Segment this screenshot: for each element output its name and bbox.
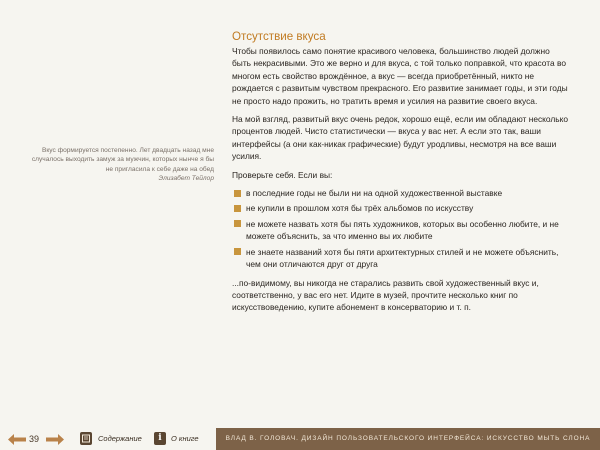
paragraph: Чтобы появилось само понятие красивого человека, большинство людей должно быть некрасивыми. Это же верно и для вкуса, с той только поправкой, что красота во многом есть свойство врождённое, а вкус — всегда приобретённый, никто не рождается с развитым чувством прекрасного. Его развитие занимает годы, и эти годы не просто надо прожить, но тратить время и усилия на развитие своего вкуса. — [232, 46, 568, 106]
section-title: Отсутствие вкуса — [232, 30, 326, 43]
list-item-text: в последние годы не были ни на одной художественной выставке — [246, 188, 503, 199]
paragraph: На мой взгляд, развитый вкус очень редок, хорошо ещё, если им обладают несколько процентов людей. Чисто статистически — вкуса у вас нет. А если это так, ваши интерфейсы (а они как-никак графические) будут уродливы, несмотря на все ваши усилия. — [232, 114, 569, 162]
about-link[interactable]: О книге — [171, 434, 199, 443]
square-bullet-icon — [234, 220, 241, 227]
closing-paragraph: ...по-видимому, вы никогда не старались развить свой художественный вкус и, соответственно, у вас его нет. Идите в музей, прочтите несколько книг по искусствоведению, купите абонемент в консерваторию и т. п. — [232, 277, 539, 313]
paragraph: Проверьте себя. Если вы: — [232, 169, 333, 180]
arrow-left-icon[interactable] — [8, 434, 26, 445]
contents-link[interactable]: Содержание — [98, 434, 142, 443]
square-bullet-icon — [234, 190, 241, 197]
book-title-bar: ВЛАД В. ГОЛОВАЧ. ДИЗАЙН ПОЛЬЗОВАТЕЛЬСКОГО ИНТЕРФЕЙСА: ИСКУССТВО МЫТЬ СЛОНА — [216, 428, 600, 450]
list-item-text: не знаете названий хотя бы пяти архитектурных стилей и не можете объяснить, чем они отличаются друг от друга — [246, 246, 559, 270]
list-item — [232, 187, 570, 199]
list-item — [232, 246, 570, 271]
info-icon[interactable]: i — [154, 432, 166, 445]
sidenote — [24, 146, 214, 184]
list-item — [232, 202, 570, 214]
list-item-text: не можете назвать хотя бы пять художников, которых вы особенно любите, и не можете объяснить, за что именно вы их любите — [246, 218, 559, 242]
footer — [0, 428, 600, 450]
page-number: 39 — [29, 434, 40, 444]
sidenote-author: Элизабет Тейлор — [158, 175, 214, 183]
list-item — [232, 218, 570, 243]
contents-icon[interactable] — [80, 432, 92, 445]
sidenote-text: Вкус формируется постепенно. Лет двадцать назад мне случалось выходить замуж за мужчин, которых нынче я бы не пригласила к себе даже на обед — [31, 147, 214, 173]
square-bullet-icon — [234, 248, 241, 255]
square-bullet-icon — [234, 205, 241, 212]
checklist — [232, 187, 570, 270]
arrow-right-icon[interactable] — [46, 434, 64, 445]
list-item-text: не купили в прошлом хотя бы трёх альбомов по искусству — [246, 203, 474, 214]
main-content — [232, 30, 570, 320]
